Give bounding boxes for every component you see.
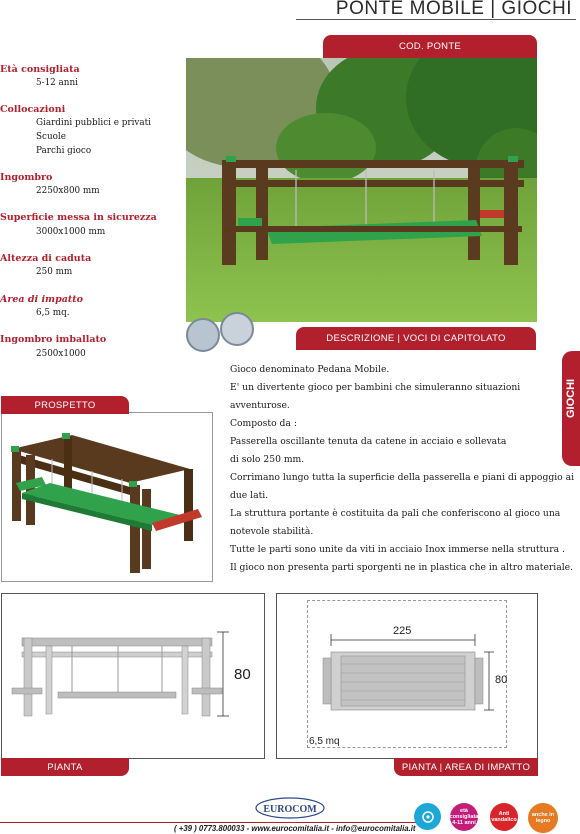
header-divider bbox=[296, 19, 576, 20]
age-badge bbox=[450, 803, 478, 831]
spec-size-label: Ingombro bbox=[0, 172, 53, 183]
pianta-label: PIANTA bbox=[47, 761, 83, 773]
spec-fall-label: Altezza di caduta bbox=[0, 253, 92, 264]
description-line: avventurose. bbox=[230, 400, 290, 411]
prospetto-label: PROSPETTO bbox=[34, 399, 96, 411]
page-title: PONTE MOBILE | GIOCHI bbox=[335, 0, 572, 19]
anti-vandal-badge-label: Anti vandalico bbox=[491, 811, 517, 823]
description-line: Corrimano lungo tutta la superficie della passerella e piani di appoggio ai bbox=[230, 472, 575, 483]
description-line: due lati. bbox=[230, 490, 269, 501]
description-line: E' un divertente gioco per bambini che simuleranno situazioni bbox=[230, 382, 521, 393]
description-bar bbox=[296, 327, 536, 350]
pianta-tab bbox=[1, 758, 129, 776]
anti-vandal-badge bbox=[490, 803, 518, 831]
badge-icon bbox=[414, 803, 441, 830]
spec-impact-value: 6,5 mq. bbox=[36, 308, 70, 318]
impact-area-box bbox=[276, 593, 538, 759]
description-line: Gioco denominato Pedana Mobile. bbox=[230, 364, 390, 375]
spec-packed-value: 2500x1000 bbox=[36, 349, 86, 359]
description-bar-label: DESCRIZIONE | VOCI DI CAPITOLATO bbox=[326, 333, 506, 344]
description-line: Il gioco non presenta parti sporgenti ne in plastica che in altro materiale. bbox=[230, 562, 574, 573]
spec-impact-label: Area di impatto bbox=[0, 294, 84, 305]
spec-placement-label: Collocazioni bbox=[0, 104, 66, 115]
prospetto-tab bbox=[1, 396, 129, 414]
product-photo bbox=[186, 58, 537, 322]
spec-fall-value: 250 mm bbox=[36, 267, 73, 277]
spec-safety-label: Superficie messa in sicurezza bbox=[0, 212, 157, 223]
age-badge-label: età consigliata 4-11 anni bbox=[449, 808, 479, 826]
impact-area-value: 6,5 mq bbox=[309, 736, 340, 747]
certification-badge-1 bbox=[186, 318, 220, 352]
description-line: Passerella oscillante tenuta da catene in acciaio e sollevata bbox=[230, 436, 507, 447]
product-code-bar bbox=[323, 35, 537, 58]
description-line: di solo 250 mm. bbox=[230, 454, 305, 465]
prospetto-box bbox=[1, 412, 213, 582]
description-line: Composto da : bbox=[230, 418, 297, 429]
impact-label: PIANTA | AREA DI IMPATTO bbox=[401, 761, 531, 773]
wood-badge bbox=[528, 803, 558, 833]
pianta-box bbox=[1, 593, 265, 759]
pianta-drawing bbox=[2, 594, 264, 758]
description-line: notevole stabilità. bbox=[230, 526, 314, 537]
description-line: Tutte le parti sono unite da viti in acciaio Inox immerse nella struttura . bbox=[230, 544, 565, 555]
spec-size-value: 2250x800 mm bbox=[36, 186, 100, 196]
certification-badge-2 bbox=[220, 312, 254, 346]
svg-text:EUROCOM: EUROCOM bbox=[263, 804, 317, 815]
spec-placement-value-3: Parchi gioco bbox=[36, 146, 92, 156]
impact-height-dimension: 80 bbox=[495, 674, 508, 686]
prospetto-drawing bbox=[2, 413, 212, 581]
pianta-height-dimension: 80 bbox=[234, 666, 251, 683]
footer-contact: ( +39 ) 0773.800033 - www.eurocomitalia.it - info@eurocomitalia.it bbox=[174, 824, 416, 833]
spec-age-label: Età consigliata bbox=[0, 64, 80, 75]
footer-divider bbox=[0, 822, 420, 823]
spec-packed-label: Ingombro imballato bbox=[0, 334, 107, 345]
product-code-label: COD. PONTE bbox=[398, 41, 462, 52]
spec-placement-value-2: Scuole bbox=[36, 132, 66, 142]
company-logo bbox=[254, 796, 326, 820]
category-side-tab-label: GIOCHI bbox=[565, 378, 577, 418]
spec-age-value: 5-12 anni bbox=[36, 78, 78, 88]
spec-safety-value: 3000x1000 mm bbox=[36, 227, 106, 237]
impact-tab bbox=[394, 758, 538, 776]
impact-width-dimension: 225 bbox=[393, 625, 412, 637]
spec-placement-value-1: Giardini pubblici e privati bbox=[36, 118, 151, 128]
description-line: La struttura portante è costituita da pali che conferiscono al gioco una bbox=[230, 508, 561, 519]
wood-badge-label: anche in legno bbox=[531, 812, 555, 824]
